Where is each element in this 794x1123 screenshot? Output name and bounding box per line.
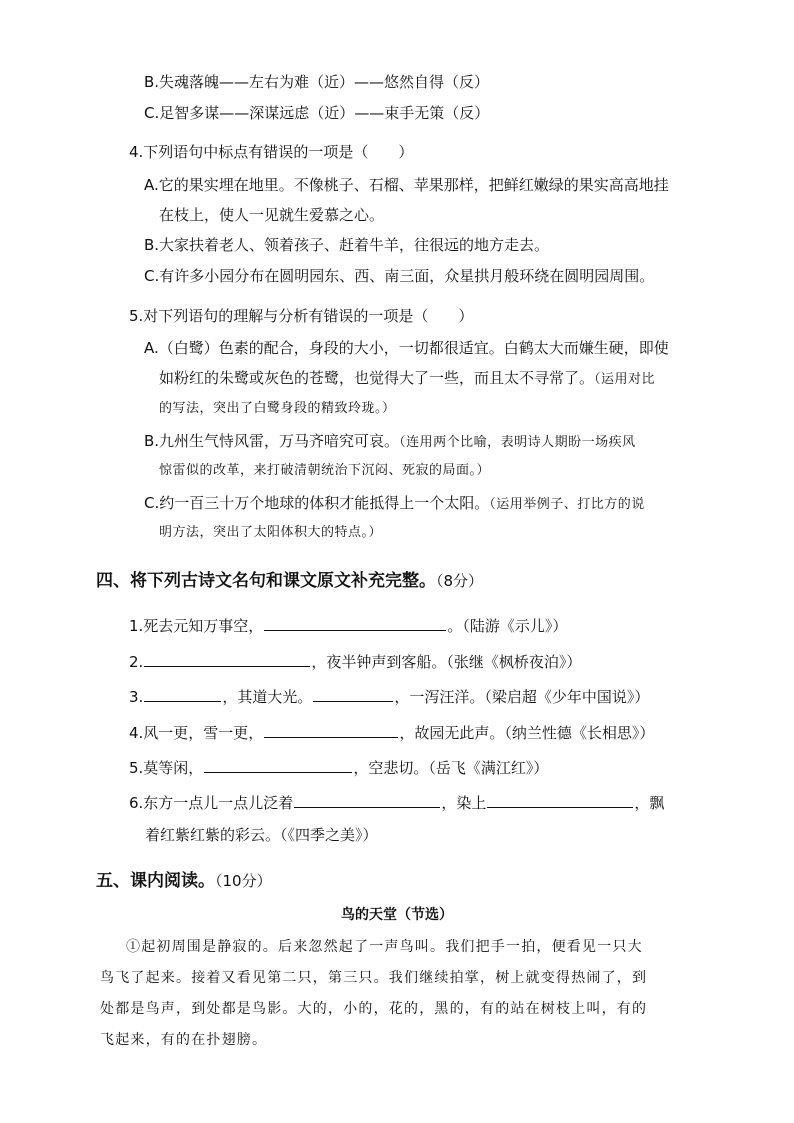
fill-line-5	[129, 756, 548, 778]
q5-option-a-note-part2: 的写法，突出了白鹭身段的精致玲珑。）	[159, 401, 396, 416]
q5-option-b-text: B.九州生气恃风雷，万马齐喑究可哀。	[144, 432, 400, 450]
fill-4-text-a: 4.风一更，雪一更，	[129, 724, 264, 742]
fill-3-text-c: ，一泻汪洋。（梁启超《少年中国说》）	[394, 688, 650, 706]
q5-option-a-note-part1: （运用对比	[594, 372, 656, 387]
fill-line-6	[129, 791, 664, 813]
section-5-title: 五、课内阅读。	[96, 871, 215, 891]
q4-stem: 4.下列语句中标点有错误的一项是（ ）	[129, 143, 414, 161]
fill-line-3	[129, 685, 649, 707]
q5-option-b-note-part1: （连用两个比喻，表明诗人期盼一场疾风	[399, 435, 636, 450]
fill-1-text-a: 1.死去元知万事空，	[129, 617, 264, 635]
q5-option-b-line1	[144, 431, 636, 453]
q5-option-c-text: C.约一百三十万个地球的体积才能抵得上一个太阳。	[144, 494, 490, 512]
fill-1-blank[interactable]	[264, 614, 446, 631]
fill-5-text-a: 5.莫等闲，	[129, 759, 204, 777]
section-4-title: 四、将下列古诗文名句和课文原文补充完整。	[96, 571, 436, 591]
fill-4-text-b: ，故园无此声。（纳兰性德《长相思》）	[399, 724, 655, 742]
fill-2-text-b: ，夜半钟声到客船。（张继《枫桥夜泊》）	[311, 653, 582, 671]
fill-line-4	[129, 721, 654, 743]
fill-3-blank-2[interactable]	[313, 685, 393, 702]
fill-1-text-b: 。（陆游《示儿》）	[447, 617, 568, 635]
fill-4-blank[interactable]	[264, 721, 398, 738]
fill-5-blank[interactable]	[204, 756, 352, 773]
section-4-score: （8分）	[436, 572, 484, 590]
q4-option-b: B.大家扶着老人、领着孩子、赶着牛羊，往很远的地方走去。	[144, 236, 550, 254]
fill-6-text-b: ，染上	[441, 794, 487, 812]
fill-line-1	[129, 614, 567, 636]
q5-option-c-note-part1: （运用举例子、打比方的说	[489, 497, 645, 512]
fill-6-blank-2[interactable]	[487, 791, 633, 808]
q4-option-a-line1: A.它的果实埋在地里。不像桃子、石榴、苹果那样，把鲜红嫩绿的果实高高地挂	[144, 176, 669, 194]
section-5-heading	[96, 871, 272, 891]
fill-6-text-c: ，飘	[634, 794, 665, 812]
fill-5-text-b: ，空悲切。（岳飞《满江红》）	[353, 759, 549, 777]
q5-option-a-line2	[159, 368, 655, 390]
q4-option-a-line2: 在枝上，使人一见就生爱慕之心。	[159, 206, 385, 224]
q5-option-b-note-part2: 惊雷似的改革，来打破清朝统治下沉闷、死寂的局面。）	[159, 463, 491, 478]
q3-option-c: C.足智多谋——深谋远虑（近）——束手无策（反）	[144, 104, 490, 122]
passage-title: 鸟的天堂（节选）	[341, 907, 453, 923]
fill-2-blank[interactable]	[144, 650, 310, 667]
fill-2-text-a: 2.	[129, 653, 144, 671]
passage-line-3: 处都是鸟声，到处都是鸟影。大的，小的，花的，黑的，有的站在树枝上叫，有的	[100, 1001, 648, 1017]
fill-6-text-d: 着红紫红紫的彩云。（《四季之美》）	[145, 826, 378, 844]
q4-option-c: C.有许多小园分布在圆明园东、西、南三面，众星拱月般环绕在圆明园周围。	[144, 267, 655, 285]
q5-option-a-text: 如粉红的朱鹭或灰色的苍鹭，也觉得大了一些，而且太不寻常了。	[159, 369, 595, 387]
fill-3-text-a: 3.	[129, 688, 144, 706]
q5-option-a-line1: A.（白鹭）色素的配合，身段的大小，一切都很适宜。白鹤太大而嫌生硬，即使	[144, 339, 669, 357]
q5-stem: 5.对下列语句的理解与分析有错误的一项是（ ）	[129, 307, 474, 325]
fill-6-blank-1[interactable]	[294, 791, 440, 808]
q5-option-c-line1	[144, 493, 645, 515]
fill-6-text-a: 6.东方一点儿一点儿泛着	[129, 794, 294, 812]
q3-option-b: B.失魂落魄——左右为难（近）——悠然自得（反）	[144, 73, 490, 91]
passage-line-4: 飞起来，有的在扑翅膀。	[100, 1032, 268, 1048]
section-4-heading	[96, 571, 483, 591]
fill-3-text-b: ，其道大光。	[222, 688, 313, 706]
section-5-score: （10分）	[215, 872, 272, 890]
fill-3-blank-1[interactable]	[144, 685, 221, 702]
q5-option-c-note-part2: 明方法，突出了太阳体积大的特点。）	[159, 525, 383, 540]
fill-line-2	[129, 650, 581, 672]
passage-line-1: ①起初周围是静寂的。后来忽然起了一声鸟叫。我们把手一拍，便看见一只大	[126, 939, 643, 955]
passage-line-2: 鸟飞了起来。接着又看见第二只，第三只。我们继续拍掌，树上就变得热闹了，到	[100, 970, 648, 986]
